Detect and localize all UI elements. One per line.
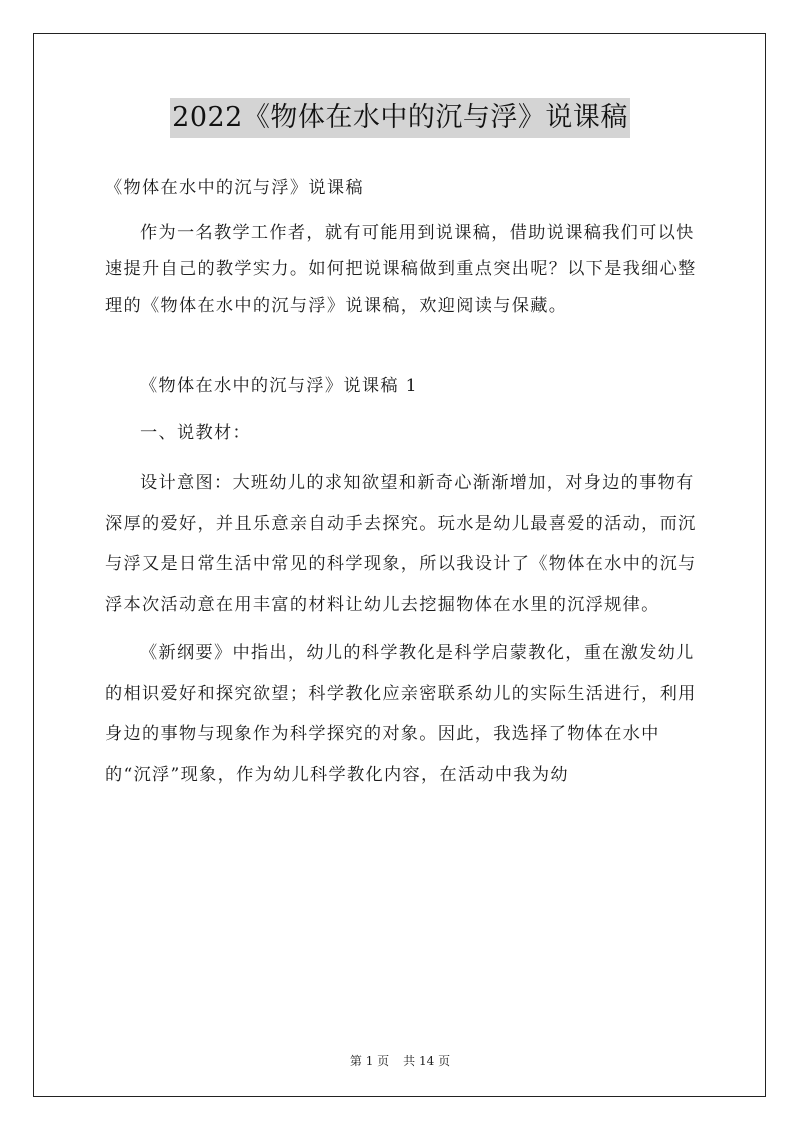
page-number: 第 1 页 bbox=[349, 1054, 390, 1068]
item-heading: 一、说教材： bbox=[140, 422, 251, 443]
document-subtitle: 《物体在水中的沉与浮》说课稿 bbox=[105, 178, 364, 198]
body-paragraph-guideline: 《新纲要》中指出，幼儿的科学教化是科学启蒙教化，重在激发幼儿的相识爱好和探究欲望；科学教化应亲密联系幼儿的实际生活进行，利用身边的事物与现象作为科学探究的对象。因此，我选择了物体在水中的“沉浮”现象，作为幼儿科学教化内容，在活动中我为幼 bbox=[105, 643, 697, 785]
intro-paragraph: 作为一名教学工作者，就有可能用到说课稿，借助说课稿我们可以快速提升自己的教学实力。如何把说课稿做到重点突出呢？以下是我细心整理的《物体在水中的沉与浮》说课稿，欢迎阅读与保藏。 bbox=[105, 222, 697, 316]
document-body bbox=[105, 170, 700, 803]
blank-line bbox=[105, 332, 700, 368]
document-title: 2022《物体在水中的沉与浮》说课稿 bbox=[170, 98, 630, 138]
body-paragraph-design-intent: 设计意图：大班幼儿的求知欲望和新奇心渐渐增加，对身边的事物有深厚的爱好，并且乐意亲自动手去探究。玩水是幼儿最喜爱的活动，而沉与浮又是日常生活中常见的科学现象，所以我设计了《物体在水中的沉与浮本次活动意在用丰富的材料让幼儿去挖掘物体在水里的沉浮规律。 bbox=[105, 473, 697, 615]
document-title-container bbox=[0, 98, 800, 138]
page-footer bbox=[0, 1052, 800, 1069]
section-heading: 《物体在水中的沉与浮》说课稿 1 bbox=[140, 376, 418, 396]
page-total: 共 14 页 bbox=[403, 1054, 451, 1068]
